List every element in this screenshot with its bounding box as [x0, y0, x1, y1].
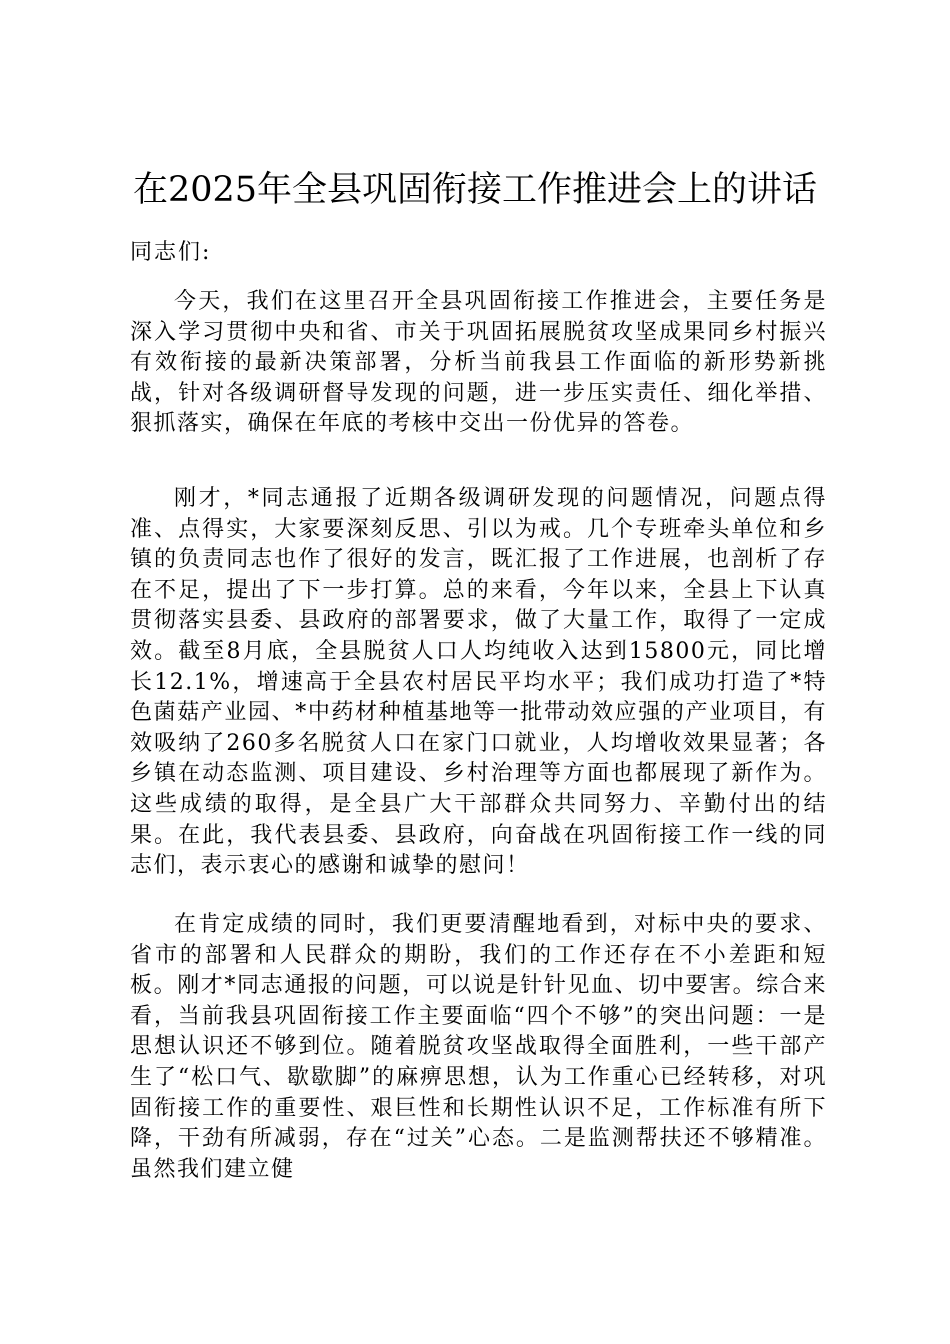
document-title: 在2025年全县巩固衔接工作推进会上的讲话 — [132, 170, 818, 210]
paragraph: 刚才，*同志通报了近期各级调研发现的问题情况，问题点得准、点得实，大家要深刻反思、引以为戒。几个专班牵头单位和乡镇的负责同志也作了很好的发言，既汇报了工作进展，也剖析了存在不足，提出了下一步打算。总的来看，今年以来，全县上下认真贯彻落实县委、县政府的部署要求，做了大量工作，取得了一定成效。截至8月底，全县脱贫人口人均纯收入达到15800元，同比增长12.1%，增速高于全县农村居民平均水平；我们成功打造了*特色菌菇产业园、*中药材种植基地等一批带动效应强的产业项目，有效吸纳了260多名脱贫人口在家门口就业，人均增收效果显著；各乡镇在动态监测、项目建设、乡村治理等方面也都展现了新作为。这些成绩的取得，是全县广大干部群众共同努力、辛勤付出的结果。在此，我代表县委、县政府，向奋战在巩固衔接工作一线的同志们，表示衷心的感谢和诚挚的慰问！ — [130, 486, 827, 879]
paragraph: 今天，我们在这里召开全县巩固衔接工作推进会，主要任务是深入学习贯彻中央和省、市关于巩固拓展脱贫攻坚成果同乡村振兴有效衔接的最新决策部署，分析当前我县工作面临的新形势新挑战，针对各级调研督导发现的问题，进一步压实责任、细化举措、狠抓落实，确保在年底的考核中交出一份优异的答卷。 — [130, 289, 827, 437]
paragraph-3-block — [130, 910, 827, 1185]
paragraph-1-block — [130, 287, 827, 440]
paragraph-2-block — [130, 484, 827, 882]
paragraph: 在肯定成绩的同时，我们更要清醒地看到，对标中央的要求、省市的部署和人民群众的期盼，我们的工作还存在不小差距和短板。刚才*同志通报的问题，可以说是针针见血、切中要害。综合来看，当前我县巩固衔接工作主要面临“四个不够”的突出问题：一是思想认识还不够到位。随着脱贫攻坚战取得全面胜利，一些干部产生了“松口气、歇歇脚”的麻痹思想，认为工作重心已经转移，对巩固衔接工作的重要性、艰巨性和长期性认识不足，工作标准有所下降，干劲有所减弱，存在“过关”心态。二是监测帮扶还不够精准。虽然我们建立健 — [130, 912, 827, 1182]
greeting: 同志们: — [130, 240, 212, 265]
